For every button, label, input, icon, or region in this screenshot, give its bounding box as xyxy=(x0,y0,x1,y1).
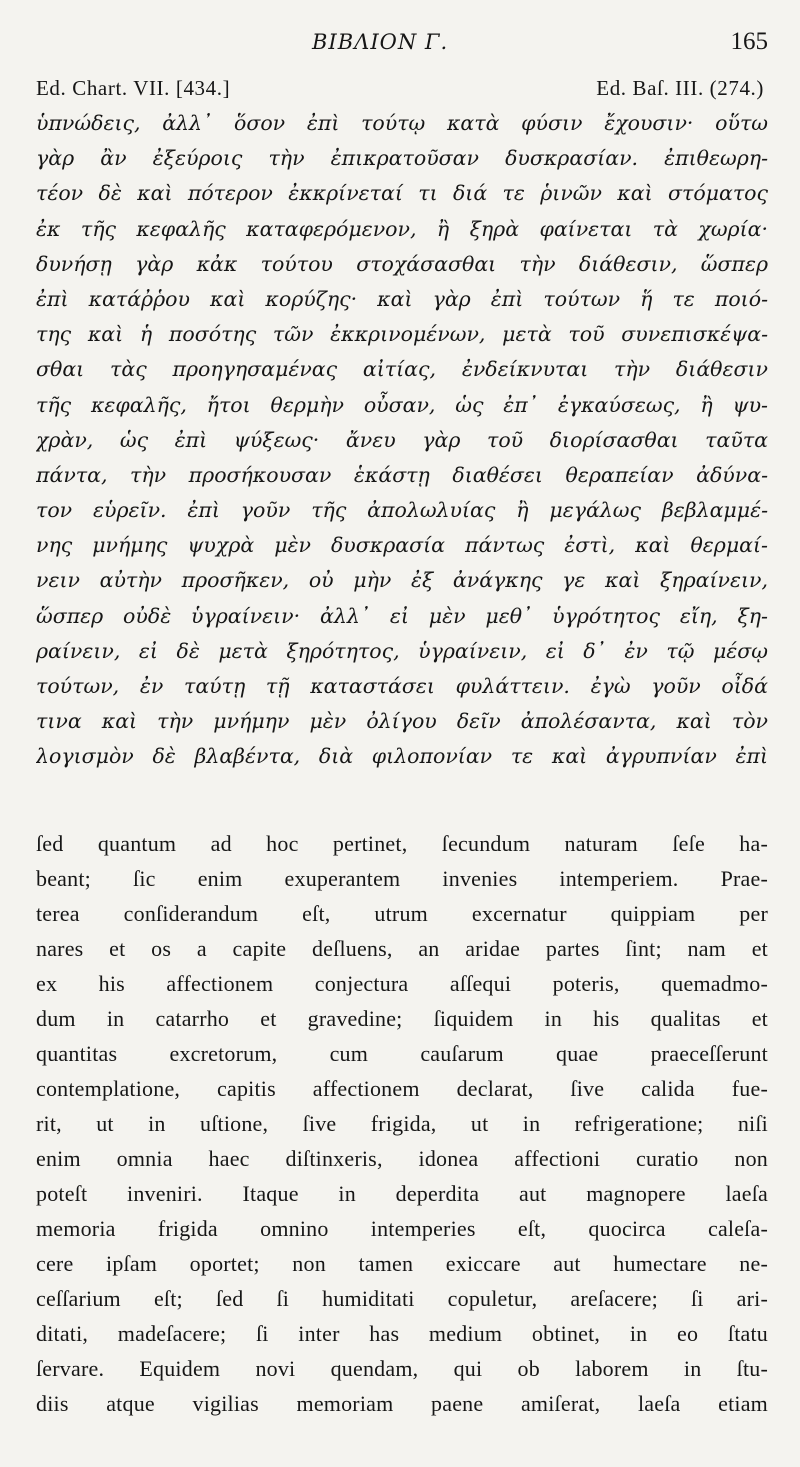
greek-line: χρὰν, ὡς ἐπὶ ψύξεως· ἄνευ γὰρ τοῦ διορίσασθαι ταῦτα xyxy=(36,427,768,452)
latin-line: dum in catarrho et gravedine; ſiquidem in his qualitas et xyxy=(36,1006,768,1031)
greek-line: τῆς κεφαλῆς, ἤτοι θερμὴν οὖσαν, ὡς ἐπ᾽ ἐγκαύσεως, ἢ ψυ- xyxy=(36,392,768,417)
latin-line: beant; ſic enim exuperantem invenies intemperiem. Prae- xyxy=(36,866,768,891)
greek-text-block xyxy=(36,106,768,775)
latin-line: rit, ut in uſtione, ſive frigida, ut in refrigeratione; niſi xyxy=(36,1111,768,1136)
greek-line: ἐκ τῆς κεφαλῆς καταφερόμενον, ἢ ξηρὰ φαίνεται τὰ χωρία· xyxy=(36,216,768,241)
latin-line: ex his affectionem conjectura aſſequi poteris, quemadmo- xyxy=(36,971,768,996)
latin-line: diis atque vigilias memoriam paene amiſerat, laeſa etiam xyxy=(36,1391,768,1416)
greek-line: σθαι τὰς προηγησαμένας αἰτίας, ἐνδείκνυται τὴν διάθεσιν xyxy=(36,357,768,382)
greek-line: ἐπὶ κατάῤῥου καὶ κορύζης· καὶ γὰρ ἐπὶ τούτων ἥ τε ποιό- xyxy=(36,286,768,311)
greek-line: της καὶ ἡ ποσότης τῶν ἐκκρινομένων, μετὰ τοῦ συνεπισκέψα- xyxy=(36,322,768,347)
edition-chartier-reference: Ed. Chart. VII. [434.] xyxy=(36,76,231,100)
greek-line: τέον δὲ καὶ πότερον ἐκκρίνεταί τι διά τε ῥινῶν καὶ στόματος xyxy=(36,181,768,206)
greek-line: ὥσπερ οὐδὲ ὑγραίνειν· ἀλλ᾽ εἰ μὲν μεθ᾽ ὑγρότητος εἴη, ξη- xyxy=(36,603,768,628)
latin-line: ditati, madeſacere; ſi inter has medium obtinet, in eo ſtatu xyxy=(36,1321,768,1346)
latin-line: cere ipſam oportet; non tamen exiccare aut humectare ne- xyxy=(36,1251,768,1276)
running-head xyxy=(0,30,800,60)
greek-line: τούτων, ἐν ταύτῃ τῇ καταστάσει φυλάττειν. ἐγὼ γοῦν οἶδά xyxy=(36,674,768,698)
greek-line: νης μνήμης ψυχρὰ μὲν δυσκρασία πάντως ἐστὶ, καὶ θερμαί- xyxy=(36,533,768,558)
latin-line: poteſt inveniri. Itaque in deperdita aut magnopere laeſa xyxy=(36,1181,768,1206)
latin-line: nares et os a capite deſluens, an aridae partes ſint; nam et xyxy=(36,936,768,961)
latin-line: terea conſiderandum eſt, utrum excernatur quippiam per xyxy=(36,901,768,926)
page-number: 165 xyxy=(730,28,768,55)
greek-line: τινα καὶ τὴν μνήμην μὲν ὀλίγου δεῖν ἀπολέσαντα, καὶ τὸν xyxy=(36,709,768,734)
book-title: ΒΙΒΛΙΟΝ Γ. xyxy=(312,30,449,54)
edition-reference-line xyxy=(0,76,800,104)
latin-line: ceſſarium eſt; ſed ſi humiditati copuletur, areſacere; ſi ari- xyxy=(36,1286,768,1311)
latin-line: ſervare. Equidem novi quendam, qui ob laborem in ſtu- xyxy=(36,1356,768,1381)
latin-text-block xyxy=(36,826,768,1421)
latin-line: contemplatione, capitis affectionem declarat, ſive calida fue- xyxy=(36,1076,768,1101)
greek-line: λογισμὸν δὲ βλαβέντα, διὰ φιλοπονίαν τε καὶ ἀγρυπνίαν ἐπὶ xyxy=(36,744,768,769)
latin-line: quantitas excretorum, cum cauſarum quae praeceſſerunt xyxy=(36,1041,768,1066)
latin-line: memoria frigida omnino intemperies eſt, quocirca caleſa- xyxy=(36,1216,768,1241)
greek-line: νειν αὐτὴν προσῆκεν, οὐ μὴν ἐξ ἀνάγκης γε καὶ ξηραίνειν, xyxy=(36,568,768,593)
greek-line: πάντα, τὴν προσήκουσαν ἑκάστῃ διαθέσει θεραπείαν ἀδύνα- xyxy=(36,462,768,487)
edition-basel-reference: Ed. Baſ. III. (274.) xyxy=(596,76,764,100)
latin-line: ſed quantum ad hoc pertinet, ſecundum naturam ſeſe ha- xyxy=(36,831,768,856)
greek-line: γὰρ ἂν ἐξεύροις τὴν ἐπικρατοῦσαν δυσκρασίαν. ἐπιθεωρη- xyxy=(36,146,768,171)
greek-line: ραίνειν, εἰ δὲ μετὰ ξηρότητος, ὑγραίνειν, εἰ δ᾽ ἐν τῷ μέσῳ xyxy=(36,638,768,663)
greek-line: δυνήσῃ γὰρ κἀκ τούτου στοχάσασθαι τὴν διάθεσιν, ὥσπερ xyxy=(36,251,768,276)
greek-line: ὑπνώδεις, ἀλλ᾽ ὅσον ἐπὶ τούτῳ κατὰ φύσιν ἔχουσιν· οὕτω xyxy=(36,111,768,135)
latin-line: enim omnia haec diſtinxeris, idonea affectioni curatio non xyxy=(36,1146,768,1171)
greek-line: τον εὑρεῖν. ἐπὶ γοῦν τῆς ἀπολωλυίας ἢ μεγάλως βεβλαμμέ- xyxy=(36,498,768,523)
